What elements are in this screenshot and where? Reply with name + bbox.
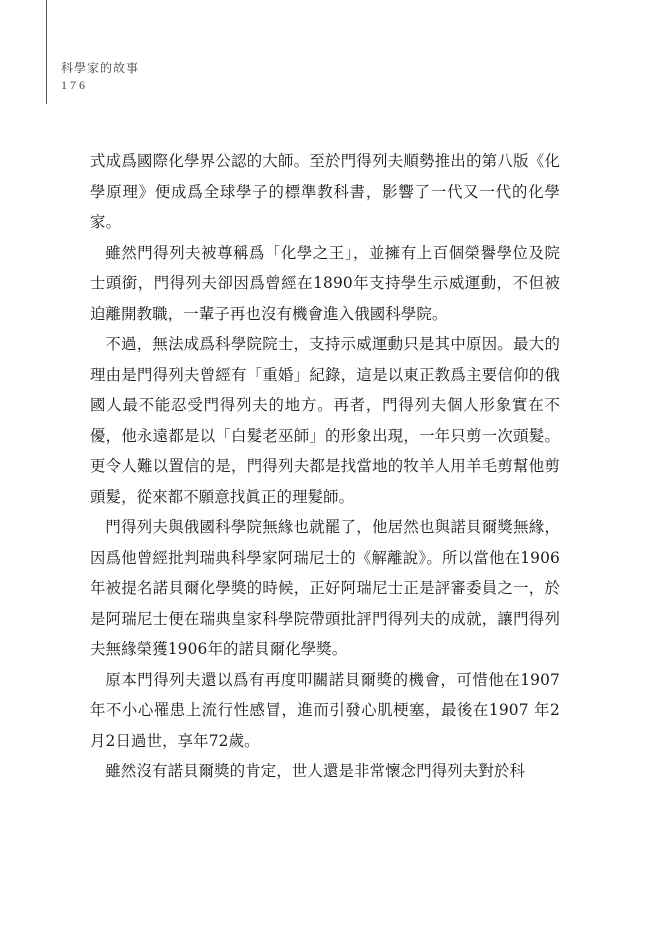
paragraph: 原本門得列夫還以爲有再度叩關諾貝爾獎的機會，可惜他在1907年不小心罹患上流行性感冒，進而引發心肌梗塞，最後在1907 年2月2日過世，享年72歲。: [90, 670, 560, 750]
page-number: 176: [61, 78, 88, 92]
paragraph: 式成爲國際化學界公認的大師。至於門得列夫順勢推出的第八版《化學原理》便成爲全球學子的標準教科書，影響了一代又一代的化學家。: [90, 152, 560, 231]
body-text: [90, 146, 560, 787]
paragraph: 門得列夫與俄國科學院無緣也就罷了，他居然也與諾貝爾獎無緣，因爲他曾經批判瑞典科學家阿瑞尼士的《解離說》。所以當他在1906年被提名諾貝爾化學獎的時候，正好阿瑞尼士正是評審委員之一，於是阿瑞尼士便在瑞典皇家科學院帶頭批評門得列夫的成就，讓門得列夫無緣榮獲1906年的諾貝爾化學獎。: [90, 518, 560, 658]
margin-rule: [46, 0, 47, 104]
paragraph: 雖然沒有諾貝爾獎的肯定，世人還是非常懷念門得列夫對於科: [105, 762, 525, 780]
book-title: 科學家的故事: [61, 61, 140, 75]
running-header: [61, 60, 139, 93]
paragraph: 不過，無法成爲科學院院士，支持示威運動只是其中原因。最大的理由是門得列夫曾經有「重婚」紀錄，這是以東正教爲主要信仰的俄國人最不能忍受門得列夫的地方。再者，門得列夫個人形象實在不優，他永遠都是以「白髮老巫師」的形象出現，一年只剪一次頭髮。更令人難以置信的是，門得列夫都是找當地的牧羊人用羊毛剪幫他剪頭髮，從來都不願意找眞正的理髮師。: [90, 335, 560, 506]
paragraph: 雖然門得列夫被尊稱爲「化學之王」，並擁有上百個榮譽學位及院士頭銜，門得列夫卻因爲曾經在1890年支持學生示威運動，不但被迫離開教職，一輩子再也沒有機會進入俄國科學院。: [90, 243, 560, 323]
